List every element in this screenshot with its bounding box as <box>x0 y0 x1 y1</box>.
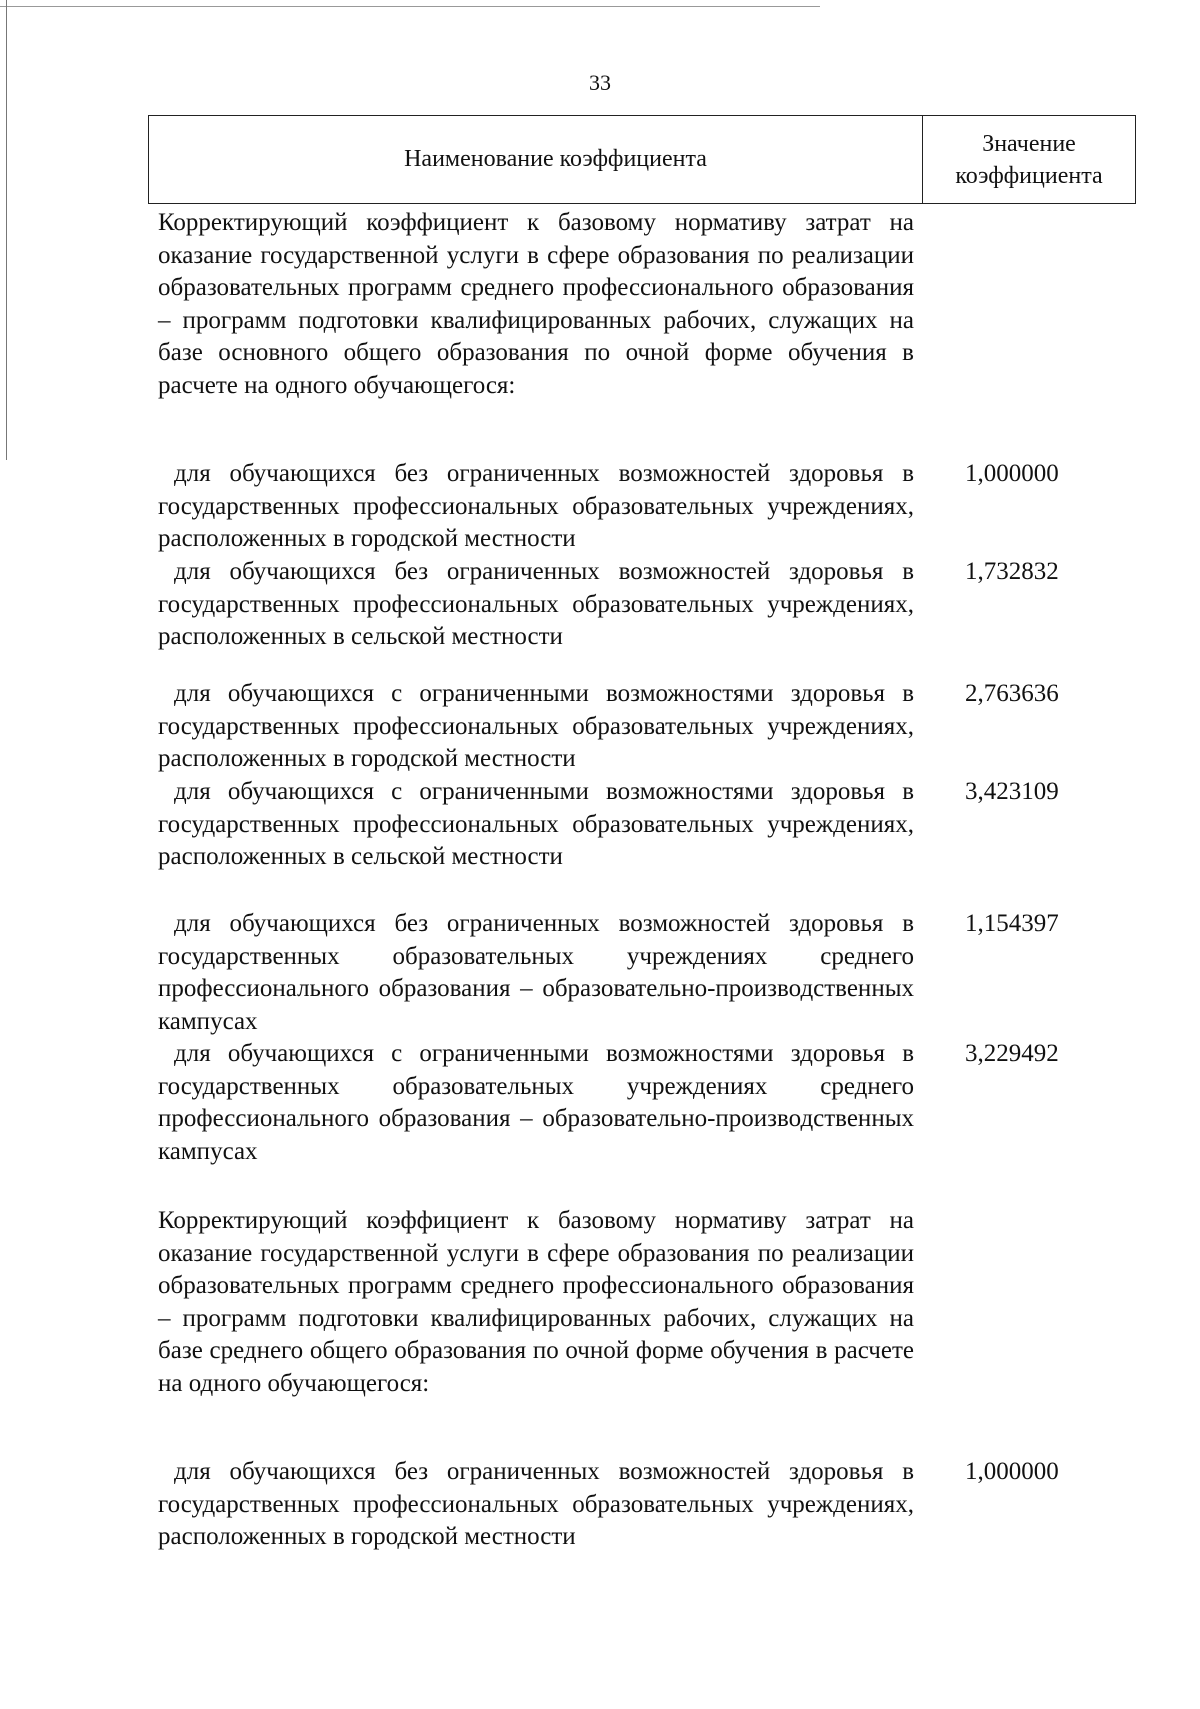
coefficient-row-value: 1,000000 <box>965 1458 1059 1485</box>
coefficient-row-text: для обучающихся без ограниченных возможностей здоровья в государственных профессиональных образовательных учреждениях, расположенных в сельской местности <box>158 558 914 650</box>
coefficient-row-text: для обучающихся без ограниченных возможностей здоровья в государственных профессиональных образовательных учреждениях, расположенных в городской местности <box>158 1458 914 1550</box>
coefficient-row-text: для обучающихся с ограниченными возможностями здоровья в государственных профессиональных образовательных учреждениях, расположенных в городской местности <box>158 680 914 772</box>
coefficient-row-value: 2,763636 <box>965 680 1059 707</box>
coefficient-row-value: 1,154397 <box>965 910 1059 937</box>
column-header-name: Наименование коэффициента <box>149 116 923 203</box>
coefficient-row-value: 3,423109 <box>965 778 1059 805</box>
section-title: Корректирующий коэффициент к базовому нормативу затрат на оказание государственной услуги в сфере образования по реализации образовательных программ среднего профессионального образования – программ подготовки квалифицированных рабочих, служащих на базе основного общего образования по очной форме обучения в расчете на одного обучающегося: <box>158 209 914 399</box>
coefficient-row-text: для обучающихся с ограниченными возможностями здоровья в государственных образовательных учреждениях среднего профессионального образования – образовательно-производственных кампусах <box>158 1040 914 1165</box>
table-header <box>148 115 1136 204</box>
page-number: 33 <box>589 70 611 95</box>
coefficient-row-text: для обучающихся без ограниченных возможностей здоровья в государственных профессиональных образовательных учреждениях, расположенных в городской местности <box>158 460 914 552</box>
coefficient-row-value: 1,000000 <box>965 460 1059 487</box>
column-header-value <box>923 116 1135 203</box>
column-header-value-line1: Значение <box>982 130 1076 157</box>
coefficient-row-value: 3,229492 <box>965 1040 1059 1067</box>
coefficient-row-text: для обучающихся без ограниченных возможностей здоровья в государственных образовательных учреждениях среднего профессионального образования – образовательно-производственных кампусах <box>158 910 914 1035</box>
section-title: Корректирующий коэффициент к базовому нормативу затрат на оказание государственной услуги в сфере образования по реализации образовательных программ среднего профессионального образования – программ подготовки квалифицированных рабочих, служащих на базе среднего общего образования по очной форме обучения в расчете на одного обучающегося: <box>158 1207 914 1397</box>
scan-top-edge <box>0 6 820 7</box>
scan-left-edge <box>6 0 7 460</box>
column-header-value-line2: коэффициента <box>955 162 1103 189</box>
coefficient-row-text: для обучающихся с ограниченными возможностями здоровья в государственных профессиональных образовательных учреждениях, расположенных в сельской местности <box>158 778 914 870</box>
coefficient-row-value: 1,732832 <box>965 558 1059 585</box>
